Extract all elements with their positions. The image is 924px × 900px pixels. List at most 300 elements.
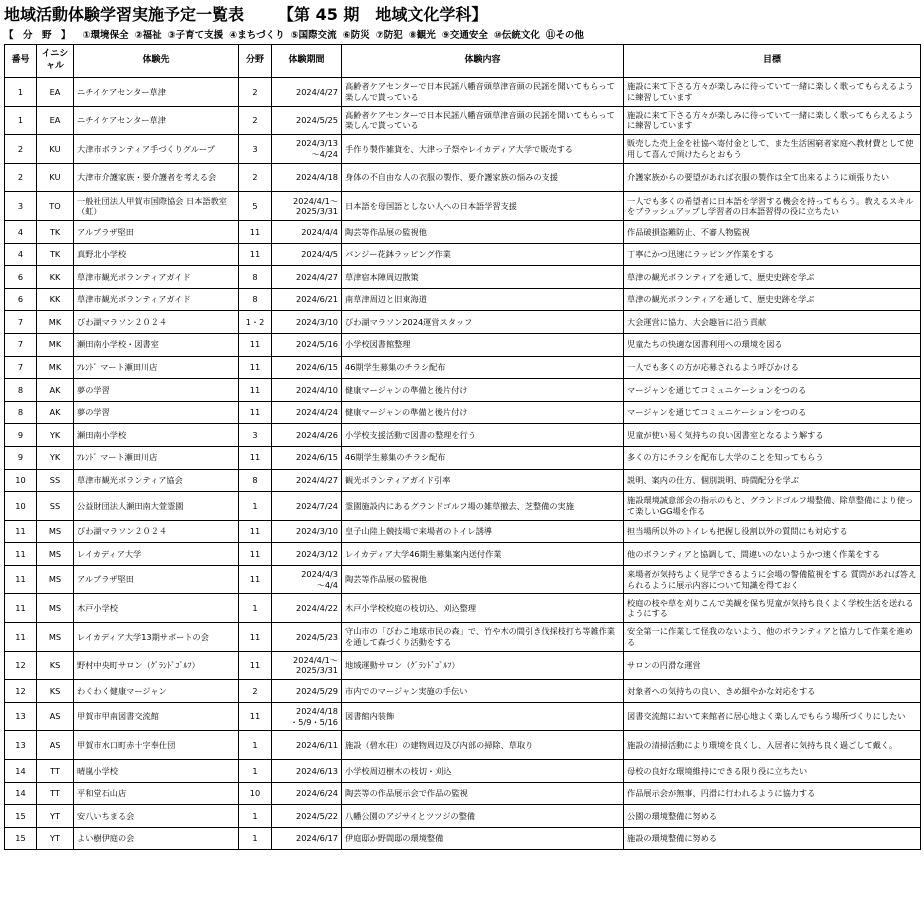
- header-field: 分野: [239, 45, 272, 78]
- cell-no: 10: [5, 492, 37, 521]
- cell-content: 高齢者ケアセンターで日本民謡八幡音頭草津音頭の民謡を聞いてもらって楽しんで貰っている: [342, 106, 624, 135]
- cell-goal: 公園の環境整備に努める: [624, 805, 921, 828]
- cell-content: 健康マージャンの準備と後片付け: [342, 379, 624, 402]
- cell-no: 12: [5, 651, 37, 680]
- cell-goal: 説明、案内の仕方、個別説明、時間配分を学ぶ: [624, 469, 921, 492]
- cell-initial: TO: [37, 192, 74, 221]
- cell-content: 陶芸等作品展の監視他: [342, 220, 624, 243]
- period-line: 2024/4/1～: [293, 654, 338, 665]
- period-line: ・5/9・5/16: [290, 716, 338, 727]
- cell-no: 13: [5, 702, 37, 731]
- cell-period: [272, 651, 342, 680]
- document-subtitle: 【第 45 期 地域文化学科】: [278, 4, 488, 24]
- cell-period: [272, 192, 342, 221]
- cell-initial: KU: [37, 163, 74, 192]
- period-line: 2024/6/13: [296, 765, 338, 776]
- cell-initial: YT: [37, 805, 74, 828]
- cell-field: 11: [239, 243, 272, 266]
- table-row: [5, 760, 921, 783]
- cell-goal: 草津の観光ボランティアを通して、歴史史跡を学ぶ: [624, 288, 921, 311]
- header-place: 体験先: [74, 45, 239, 78]
- cell-period: [272, 680, 342, 703]
- header-goal: 目標: [624, 45, 921, 78]
- cell-content: 皇子山陸上競技場で来場者のトイレ誘導: [342, 520, 624, 543]
- period-line: 2025/3/31: [296, 665, 338, 676]
- cell-goal: 児童が使い易く気持ちの良い図書室となるよう解する: [624, 424, 921, 447]
- table-row: [5, 356, 921, 379]
- title-row: [4, 1, 487, 25]
- cell-place: びわ湖マラソン２０２４: [74, 520, 239, 543]
- cell-period: [272, 243, 342, 266]
- legend-item: ④まちづくり: [229, 29, 285, 41]
- cell-initial: MK: [37, 333, 74, 356]
- cell-initial: AS: [37, 731, 74, 760]
- cell-period: [272, 520, 342, 543]
- table-row: [5, 135, 921, 164]
- period-line: 2024/5/29: [296, 685, 338, 696]
- cell-goal: 施設に来て下さる方々が楽しみに待っていて一緒に楽しく歌ってもらえるように練習しています: [624, 78, 921, 107]
- cell-content: 南草津周辺と旧東海道: [342, 288, 624, 311]
- table-row: [5, 106, 921, 135]
- table-row: [5, 565, 921, 594]
- cell-initial: TT: [37, 782, 74, 805]
- period-line: 2024/6/11: [296, 739, 338, 750]
- cell-goal: 児童たちの快適な図書利用への環境を図る: [624, 333, 921, 356]
- table-row: [5, 311, 921, 334]
- cell-place: レイカディア大学13期サポートの会: [74, 623, 239, 652]
- cell-content: 陶芸等の作品展示会で作品の監視: [342, 782, 624, 805]
- cell-period: [272, 163, 342, 192]
- header-content: 体験内容: [342, 45, 624, 78]
- cell-goal: 施設の清掃活動により環境を良くし、入居者に気持ち良く過ごして戴く。: [624, 731, 921, 760]
- table-row: [5, 379, 921, 402]
- period-line: 2024/3/13: [296, 138, 338, 149]
- period-line: 2024/5/22: [296, 810, 338, 821]
- cell-content: 図書館内装飾: [342, 702, 624, 731]
- cell-no: 9: [5, 424, 37, 447]
- header-initial: イニシャル: [37, 45, 74, 78]
- cell-content: 手作り製作雑貨を、大津っ子祭やレイカディア大学で販売する: [342, 135, 624, 164]
- cell-initial: MS: [37, 520, 74, 543]
- period-line: 2024/4/26: [296, 429, 338, 440]
- cell-field: 11: [239, 702, 272, 731]
- cell-no: 6: [5, 288, 37, 311]
- cell-goal: 施設の環境整備に努める: [624, 827, 921, 850]
- cell-initial: SS: [37, 469, 74, 492]
- cell-field: 2: [239, 163, 272, 192]
- period-line: 2024/4/1～: [293, 195, 338, 206]
- cell-no: 1: [5, 78, 37, 107]
- cell-period: [272, 594, 342, 623]
- cell-place: 夢の学習: [74, 401, 239, 424]
- cell-content: 伊庭邸か野間邸の環境整備: [342, 827, 624, 850]
- cell-content: 霊園施設内にあるグランドゴルフ場の雑草撤去、芝整備の実施: [342, 492, 624, 521]
- cell-period: [272, 288, 342, 311]
- cell-goal: 介護家族からの要望があれば衣服の製作は全て出来るように頑張りたい: [624, 163, 921, 192]
- cell-content: 施設（碧水荘）の建物周辺及び内部の掃除、草取り: [342, 731, 624, 760]
- cell-place: ニチイケアセンター草津: [74, 106, 239, 135]
- table-row: [5, 827, 921, 850]
- table-row: [5, 623, 921, 652]
- cell-place: 野村中央町サロン（ｸﾞﾗﾝﾄﾞｺﾞﾙﾌ）: [74, 651, 239, 680]
- cell-content: 身体の不自由な人の衣服の製作、要介護家族の悩みの支援: [342, 163, 624, 192]
- cell-goal: 一人でも多くの方が応募されるよう呼びかける: [624, 356, 921, 379]
- table-row: [5, 401, 921, 424]
- period-line: 2024/6/21: [296, 294, 338, 305]
- table-row: [5, 680, 921, 703]
- period-line: 2024/4/22: [296, 603, 338, 614]
- cell-field: 2: [239, 78, 272, 107]
- cell-period: [272, 424, 342, 447]
- cell-period: [272, 220, 342, 243]
- cell-no: 7: [5, 333, 37, 356]
- cell-no: 9: [5, 446, 37, 469]
- cell-content: 健康マージャンの準備と後片付け: [342, 401, 624, 424]
- cell-initial: YK: [37, 424, 74, 447]
- cell-place: 草津市観光ボランティアガイド: [74, 288, 239, 311]
- cell-field: 8: [239, 266, 272, 289]
- cell-place: 瀬田南小学校: [74, 424, 239, 447]
- cell-no: 11: [5, 543, 37, 566]
- cell-no: 4: [5, 220, 37, 243]
- cell-no: 15: [5, 805, 37, 828]
- table-row: [5, 594, 921, 623]
- cell-goal: サロンの円滑な運営: [624, 651, 921, 680]
- table-row: [5, 243, 921, 266]
- cell-no: 8: [5, 379, 37, 402]
- cell-initial: EA: [37, 106, 74, 135]
- cell-period: [272, 731, 342, 760]
- cell-content: 観光ボランティアガイド引率: [342, 469, 624, 492]
- cell-no: 2: [5, 135, 37, 164]
- cell-no: 7: [5, 356, 37, 379]
- cell-field: 11: [239, 333, 272, 356]
- cell-content: 木戸小学校校庭の枝切込、刈込整理: [342, 594, 624, 623]
- cell-field: 5: [239, 192, 272, 221]
- cell-period: [272, 827, 342, 850]
- cell-period: [272, 266, 342, 289]
- period-line: 2024/4/10: [296, 384, 338, 395]
- cell-field: 11: [239, 401, 272, 424]
- legend-items: [83, 27, 590, 41]
- cell-field: 1: [239, 492, 272, 521]
- cell-goal: 来場者が気持ちよく見学できるように会場の警備監視をする 質問があれば答えられるように展示内容について知識を得ておく: [624, 565, 921, 594]
- table-row: [5, 492, 921, 521]
- cell-goal: 施設に来て下さる方々が楽しみに待っていて一緒に楽しく歌ってもらえるように練習しています: [624, 106, 921, 135]
- cell-field: 11: [239, 565, 272, 594]
- table-row: [5, 424, 921, 447]
- cell-goal: 他のボランティアと協調して、間違いのないようかつ速く作業をする: [624, 543, 921, 566]
- cell-initial: KS: [37, 651, 74, 680]
- cell-no: 10: [5, 469, 37, 492]
- cell-content: 46期学生募集のチラシ配布: [342, 446, 624, 469]
- cell-place: 晴嵐小学校: [74, 760, 239, 783]
- cell-period: [272, 469, 342, 492]
- cell-initial: KU: [37, 135, 74, 164]
- cell-place: 大津市介護家族・要介護者を考える会: [74, 163, 239, 192]
- cell-place: アルプラザ堅田: [74, 565, 239, 594]
- period-line: 2024/3/12: [296, 548, 338, 559]
- cell-field: 11: [239, 651, 272, 680]
- cell-place: 甲賀市甲南図書交流館: [74, 702, 239, 731]
- cell-field: 1: [239, 827, 272, 850]
- header-no: 番号: [5, 45, 37, 78]
- cell-field: 11: [239, 543, 272, 566]
- legend-item: ①環境保全: [82, 29, 129, 41]
- cell-initial: KK: [37, 266, 74, 289]
- cell-goal: 施設環境誠意部会の指示のもと、グランドゴルフ場整備、除草整備により使って楽しいGG場を作る: [624, 492, 921, 521]
- cell-field: 1・2: [239, 311, 272, 334]
- legend-item: ⑦防犯: [375, 29, 403, 41]
- cell-field: 11: [239, 623, 272, 652]
- cell-field: 1: [239, 760, 272, 783]
- cell-goal: 母校の良好な環境維持にできる限り役に立ちたい: [624, 760, 921, 783]
- legend-item: ③子育て支援: [167, 29, 224, 41]
- legend-header: 【 分 野 】: [4, 29, 71, 41]
- cell-goal: 丁寧にかつ迅速にラッピング作業をする: [624, 243, 921, 266]
- cell-period: [272, 401, 342, 424]
- cell-initial: YK: [37, 446, 74, 469]
- legend-item: ⑨交通安全: [441, 29, 488, 41]
- legend-item: ⑥防災: [342, 29, 370, 41]
- cell-place: ﾌﾚﾝﾄﾞ マート瀬田川店: [74, 446, 239, 469]
- legend-item: ⑩伝統文化: [493, 29, 540, 41]
- cell-field: 10: [239, 782, 272, 805]
- cell-field: 2: [239, 106, 272, 135]
- cell-no: 15: [5, 827, 37, 850]
- cell-field: 1: [239, 594, 272, 623]
- cell-period: [272, 78, 342, 107]
- cell-initial: AK: [37, 401, 74, 424]
- cell-place: 草津市観光ボランティアガイド: [74, 266, 239, 289]
- table-row: [5, 651, 921, 680]
- cell-place: 安八いちまる会: [74, 805, 239, 828]
- period-line: 2024/4/27: [296, 86, 338, 97]
- cell-period: [272, 106, 342, 135]
- cell-no: 7: [5, 311, 37, 334]
- cell-content: 日本語を母国語としない人への日本語学習支援: [342, 192, 624, 221]
- table-row: [5, 469, 921, 492]
- cell-no: 11: [5, 520, 37, 543]
- table-row: [5, 288, 921, 311]
- cell-goal: 販売した売上金を社協へ寄付金として、また生活困窮者家庭へ教材費として使用して喜んで頂けたらとおもう: [624, 135, 921, 164]
- cell-field: 2: [239, 680, 272, 703]
- cell-period: [272, 782, 342, 805]
- period-line: 2024/4/27: [296, 475, 338, 486]
- period-line: 2024/4/5: [301, 249, 338, 260]
- cell-initial: MS: [37, 623, 74, 652]
- table-row: [5, 333, 921, 356]
- cell-field: 11: [239, 446, 272, 469]
- cell-period: [272, 805, 342, 828]
- cell-no: 14: [5, 782, 37, 805]
- cell-field: 11: [239, 220, 272, 243]
- table-row: [5, 78, 921, 107]
- cell-content: 草津宿本陣周辺散策: [342, 266, 624, 289]
- cell-initial: TK: [37, 220, 74, 243]
- cell-content: 八幡公園のアジサイとツツジの整備: [342, 805, 624, 828]
- cell-initial: KK: [37, 288, 74, 311]
- cell-initial: SS: [37, 492, 74, 521]
- period-line: 2024/6/15: [296, 452, 338, 463]
- cell-place: わくわく健康マージャン: [74, 680, 239, 703]
- cell-goal: 草津の観光ボランティアを通して、歴史史跡を学ぶ: [624, 266, 921, 289]
- period-line: 2024/3/10: [296, 526, 338, 537]
- cell-content: びわ湖マラソン2024運営スタッフ: [342, 311, 624, 334]
- cell-goal: 大会運営に協力、大会趣旨に沿う貢献: [624, 311, 921, 334]
- cell-no: 4: [5, 243, 37, 266]
- period-line: 2024/4/27: [296, 271, 338, 282]
- cell-initial: MS: [37, 594, 74, 623]
- cell-period: [272, 135, 342, 164]
- cell-field: 11: [239, 520, 272, 543]
- cell-period: [272, 446, 342, 469]
- cell-no: 13: [5, 731, 37, 760]
- period-line: 2024/5/16: [296, 339, 338, 350]
- document-title: 地域活動体験学習実施予定一覧表: [4, 4, 245, 24]
- period-line: 2024/6/24: [296, 788, 338, 799]
- cell-field: 11: [239, 379, 272, 402]
- period-line: 2024/5/23: [296, 631, 338, 642]
- table-row: [5, 446, 921, 469]
- cell-content: 高齢者ケアセンターで日本民謡八幡音頭草津音頭の民謡を聞いてもらって楽しんで貰っている: [342, 78, 624, 107]
- cell-content: 守山市の「びわこ地球市民の森」で、竹や木の間引き伐採枝打ち等雑作業を通して森づくり活動をする: [342, 623, 624, 652]
- cell-period: [272, 379, 342, 402]
- cell-initial: EA: [37, 78, 74, 107]
- table-row: [5, 163, 921, 192]
- cell-initial: TT: [37, 760, 74, 783]
- cell-initial: KS: [37, 680, 74, 703]
- cell-initial: TK: [37, 243, 74, 266]
- period-line: ～4/24: [311, 148, 338, 159]
- period-line: 2024/4/24: [296, 407, 338, 418]
- cell-goal: マージャンを通じてコミュニケーションをつのる: [624, 401, 921, 424]
- cell-no: 3: [5, 192, 37, 221]
- cell-place: 公益財団法人瀬田南大萱霊園: [74, 492, 239, 521]
- cell-place: 平和堂石山店: [74, 782, 239, 805]
- cell-content: 地域運動サロン（ｸﾞﾗﾝﾄﾞｺﾞﾙﾌ）: [342, 651, 624, 680]
- cell-content: 46期学生募集のチラシ配布: [342, 356, 624, 379]
- cell-place: びわ湖マラソン２０２４: [74, 311, 239, 334]
- cell-place: 夢の学習: [74, 379, 239, 402]
- cell-period: [272, 356, 342, 379]
- header-period: 体験期間: [272, 45, 342, 78]
- cell-no: 11: [5, 565, 37, 594]
- cell-no: 12: [5, 680, 37, 703]
- cell-initial: MK: [37, 356, 74, 379]
- cell-no: 11: [5, 594, 37, 623]
- cell-period: [272, 311, 342, 334]
- period-line: 2024/6/15: [296, 362, 338, 373]
- cell-place: 大津市ボランティア手づくりグループ: [74, 135, 239, 164]
- table-row: [5, 220, 921, 243]
- table-row: [5, 805, 921, 828]
- legend-item: ②福祉: [134, 29, 162, 41]
- table-row: [5, 702, 921, 731]
- legend-item: ⑪その他: [545, 29, 584, 41]
- table-row: [5, 266, 921, 289]
- cell-content: 小学校周辺樹木の枝切・刈込: [342, 760, 624, 783]
- cell-no: 11: [5, 623, 37, 652]
- cell-place: 一般社団法人甲賀市国際協会 日本語教室（虹）: [74, 192, 239, 221]
- cell-place: よい樹伊庭の会: [74, 827, 239, 850]
- cell-field: 3: [239, 135, 272, 164]
- cell-place: 真野北小学校: [74, 243, 239, 266]
- period-line: 2024/3/10: [296, 316, 338, 327]
- legend-item: ⑤国際交流: [290, 29, 337, 41]
- cell-place: 草津市観光ボランティア協会: [74, 469, 239, 492]
- field-legend: [4, 26, 590, 41]
- period-line: 2024/7/24: [296, 500, 338, 511]
- cell-field: 8: [239, 288, 272, 311]
- cell-field: 1: [239, 731, 272, 760]
- cell-field: 1: [239, 805, 272, 828]
- cell-initial: YT: [37, 827, 74, 850]
- cell-field: 8: [239, 469, 272, 492]
- cell-place: ﾌﾚﾝﾄﾞ マート瀬田川店: [74, 356, 239, 379]
- cell-place: 瀬田南小学校・図書室: [74, 333, 239, 356]
- cell-no: 14: [5, 760, 37, 783]
- cell-content: 市内でのマージャン実施の手伝い: [342, 680, 624, 703]
- period-line: 2024/6/17: [296, 833, 338, 844]
- cell-no: 2: [5, 163, 37, 192]
- cell-initial: AK: [37, 379, 74, 402]
- period-line: 2024/5/25: [296, 115, 338, 126]
- cell-period: [272, 333, 342, 356]
- cell-no: 6: [5, 266, 37, 289]
- cell-initial: MK: [37, 311, 74, 334]
- legend-item: ⑧観光: [408, 29, 436, 41]
- cell-content: 小学校支援活動で図書の整理を行う: [342, 424, 624, 447]
- cell-content: パンジー花鉢ラッピング作業: [342, 243, 624, 266]
- cell-period: [272, 760, 342, 783]
- table-row: [5, 731, 921, 760]
- cell-place: アルプラザ堅田: [74, 220, 239, 243]
- table-body: [5, 78, 921, 850]
- period-line: 2024/4/3: [301, 569, 338, 580]
- period-line: 2024/4/18: [296, 172, 338, 183]
- cell-period: [272, 492, 342, 521]
- cell-goal: マージャンを通じてコミュニケーションをつのる: [624, 379, 921, 402]
- cell-goal: 作品破損盗難防止、不審人物監視: [624, 220, 921, 243]
- schedule-table: [4, 44, 921, 850]
- table-row: [5, 543, 921, 566]
- cell-goal: 作品展示会が無事、円滑に行われるように協力する: [624, 782, 921, 805]
- cell-no: 1: [5, 106, 37, 135]
- cell-goal: 図書交流館において来館者に居心地よく楽しんでもらう場所づくりにしたい: [624, 702, 921, 731]
- cell-goal: 安全第一に作業して怪我のないよう、他のボランティアと協力して作業を進める: [624, 623, 921, 652]
- period-line: 2024/4/18: [296, 706, 338, 717]
- period-line: ～4/4: [316, 579, 338, 590]
- cell-goal: 校庭の枝や草を刈りこんで美観を保ち児童が気持ち良くよく学校生活を送れるようにする: [624, 594, 921, 623]
- cell-period: [272, 702, 342, 731]
- cell-place: 甲賀市水口町赤十字奉仕団: [74, 731, 239, 760]
- cell-content: 小学校図書館整理: [342, 333, 624, 356]
- table-header-row: [5, 45, 921, 78]
- cell-goal: 担当場所以外のトイレも把握し役割以外の質問にも対応する: [624, 520, 921, 543]
- cell-place: レイカディア大学: [74, 543, 239, 566]
- cell-period: [272, 565, 342, 594]
- cell-place: ニチイケアセンター草津: [74, 78, 239, 107]
- cell-initial: AS: [37, 702, 74, 731]
- cell-field: 3: [239, 424, 272, 447]
- cell-content: 陶芸等作品展の監視他: [342, 565, 624, 594]
- period-line: 2024/4/4: [301, 226, 338, 237]
- table-row: [5, 782, 921, 805]
- cell-no: 8: [5, 401, 37, 424]
- cell-goal: 多くの方にチラシを配布し大学のことを知ってもらう: [624, 446, 921, 469]
- cell-initial: MS: [37, 565, 74, 594]
